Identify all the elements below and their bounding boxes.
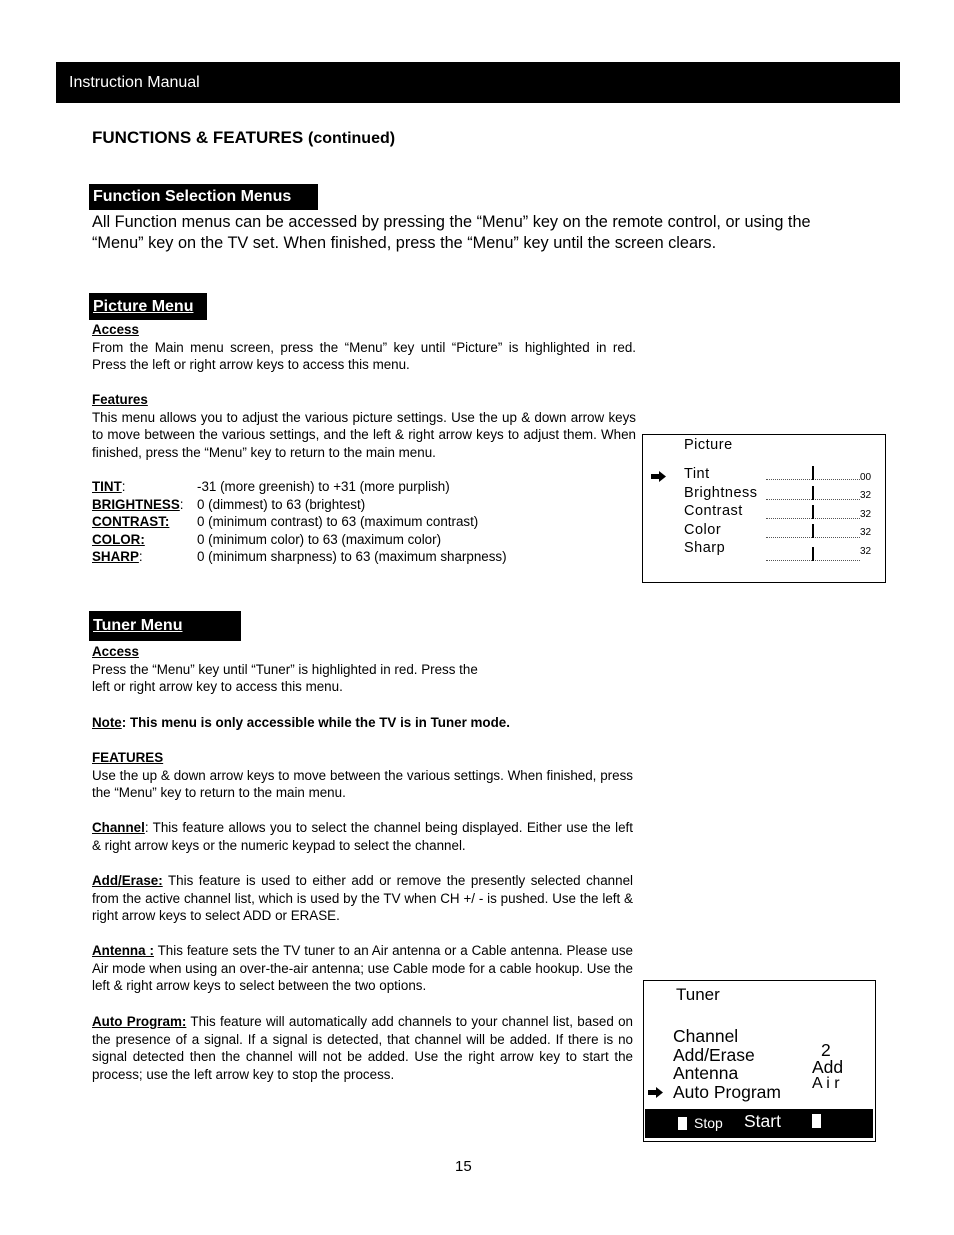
tuner-features-heading: FEATURES xyxy=(92,750,164,765)
tuner-osd-value-antenna: A i r xyxy=(812,1075,840,1092)
picture-access-block xyxy=(92,321,636,374)
setting-sep: : xyxy=(179,497,184,512)
picture-osd-bar-sharp xyxy=(766,547,860,561)
setting-desc: 0 (minimum contrast) to 63 (maximum contrast) xyxy=(197,514,479,529)
setting-sep: : xyxy=(138,549,143,564)
setting-term: BRIGHTNESS xyxy=(92,497,180,512)
tuner-osd-title: Tuner xyxy=(676,985,720,1004)
stop-indicator-icon xyxy=(678,1117,687,1130)
setting-row-tint xyxy=(92,479,450,494)
tuner-access-line1: Press the “Menu” key until “Tuner” is highlighted in red. Press the xyxy=(92,661,478,677)
level-marker xyxy=(812,524,814,538)
picture-access-heading: Access xyxy=(92,322,139,337)
tuner-osd-labels xyxy=(673,1027,781,1101)
picture-access-text: From the Main menu screen, press the “Menu” key until “Picture” is highlighted in red. Press the left or right arrow keys to access this menu. xyxy=(92,339,636,372)
tuner-note xyxy=(92,714,636,732)
tuner-note-label: Note xyxy=(92,715,122,730)
tuner-access-block xyxy=(92,643,636,696)
setting-term: CONTRAST: xyxy=(92,514,170,529)
picture-osd-label-brightness: Brightness xyxy=(684,485,758,501)
picture-osd-value-tint: 00 xyxy=(860,472,872,483)
tuner-osd-label-channel: Channel xyxy=(673,1026,739,1046)
setting-desc: 0 (minimum sharpness) to 63 (maximum sharpness) xyxy=(197,549,507,564)
setting-term: TINT xyxy=(92,479,122,494)
hand-pointer-icon xyxy=(650,470,667,483)
setting-desc: 0 (dimmest) to 63 (brightest) xyxy=(197,497,366,512)
picture-osd-label-tint: Tint xyxy=(684,466,710,482)
setting-sep: : xyxy=(121,479,126,494)
adderase-term: Add/Erase: xyxy=(92,873,163,888)
tuner-autoprog-para xyxy=(92,1013,633,1083)
picture-osd-label-sharp: Sharp xyxy=(684,540,726,556)
autoprog-text: This feature will automatically add channels to your channel list, based on the presence of a signal. If a signal is detected, that channel will be added. If there is no signal detected then the channel will not be added. Use the right arrow key to start the process; use the left arrow key to stop the process. xyxy=(92,1014,633,1082)
section-title-text: FUNCTIONS & FEATURES xyxy=(92,128,304,147)
picture-osd-bar-contrast xyxy=(766,505,860,519)
start-label: Start xyxy=(744,1111,781,1131)
tuner-features-block xyxy=(92,749,633,802)
setting-row-brightness xyxy=(92,497,366,512)
level-marker xyxy=(812,505,814,519)
section-title xyxy=(92,128,395,148)
header-bar xyxy=(56,62,900,103)
tuner-adderase-para xyxy=(92,872,633,925)
tuner-osd-label-autoprog: Auto Program xyxy=(673,1081,781,1102)
tuner-osd-label-antenna: Antenna xyxy=(673,1063,739,1083)
picture-osd-value-contrast: 32 xyxy=(860,509,872,520)
function-selection-heading: Function Selection Menus xyxy=(89,184,318,210)
picture-features-text: This menu allows you to adjust the various picture settings. Use the up & down arrow keys to move between the various settings, and the left & right arrow keys to adjust them. When finished, press the “Menu” key to return to the main menu. xyxy=(92,409,636,460)
picture-osd-bar-brightness xyxy=(766,486,860,500)
setting-desc: -31 (more greenish) to +31 (more purplish) xyxy=(197,479,450,494)
setting-row-sharp xyxy=(92,549,507,564)
picture-features-heading: Features xyxy=(92,392,148,407)
picture-features-block xyxy=(92,391,636,461)
antenna-text: This feature sets the TV tuner to an Air antenna or a Cable antenna. Please use Air mode when using an over-the-air antenna; use Cable mode for a cable hookup. Use the left & right arrow keys to select between the two options. xyxy=(92,943,633,993)
setting-desc: 0 (minimum color) to 63 (maximum color) xyxy=(197,532,442,547)
header-title: Instruction Manual xyxy=(69,74,200,91)
picture-osd-value-brightness: 32 xyxy=(860,490,872,501)
level-marker xyxy=(812,547,814,561)
tuner-osd-value-adderase: Add xyxy=(812,1057,844,1077)
tuner-osd-bottom-bar xyxy=(645,1109,873,1138)
tuner-osd-label-adderase: Add/Erase xyxy=(673,1044,755,1065)
channel-term: Channel xyxy=(92,820,145,835)
picture-osd-value-sharp: 32 xyxy=(860,546,872,557)
tuner-access-line2: left or right arrow key to access this menu. xyxy=(92,679,343,694)
hand-pointer-icon xyxy=(647,1086,664,1099)
level-marker xyxy=(812,466,814,480)
picture-osd-value-color: 32 xyxy=(860,527,872,538)
picture-osd-label-contrast: Contrast xyxy=(684,503,743,519)
channel-text: : This feature allows you to select the channel being displayed. Either use the left & right arrow keys or the numeric keypad to select the channel. xyxy=(92,820,633,853)
picture-osd-title: Picture xyxy=(684,437,733,453)
tuner-channel-para xyxy=(92,819,633,854)
tuner-antenna-para xyxy=(92,942,633,995)
picture-osd-label-color: Color xyxy=(684,522,722,538)
tuner-menu-heading: Tuner Menu xyxy=(89,611,241,641)
adderase-text: This feature is used to either add or remove the presently selected channel from the active channel list, which is used by the TV when CH +/ - is pushed. Use the left & right arrow keys to select ADD or ERASE. xyxy=(92,873,633,923)
picture-osd-bar-tint xyxy=(766,466,860,480)
autoprog-term: Auto Program: xyxy=(92,1014,187,1029)
stop-label: Stop xyxy=(694,1115,723,1131)
function-selection-intro: All Function menus can be accessed by pressing the “Menu” key on the remote control, or using the “Menu” key on the TV set. When finished, press the “Menu” key until the screen clears. xyxy=(92,213,811,252)
level-marker xyxy=(812,486,814,500)
tuner-access-heading: Access xyxy=(92,644,139,659)
antenna-sep: : xyxy=(145,943,154,958)
tuner-note-text: : This menu is only accessible while the TV is in Tuner mode. xyxy=(121,715,510,730)
page-number: 15 xyxy=(455,1158,472,1175)
picture-osd-bar-color xyxy=(766,524,860,538)
section-title-continued: (continued) xyxy=(307,130,396,147)
start-indicator-icon xyxy=(812,1114,821,1128)
picture-menu-heading: Picture Menu xyxy=(89,293,207,320)
tuner-features-text: Use the up & down arrow keys to move between the various settings. When finished, press the “Menu” key to return to the main menu. xyxy=(92,767,633,800)
tuner-osd-value-channel: 2 xyxy=(821,1040,831,1060)
setting-row-color xyxy=(92,532,442,547)
setting-term: SHARP xyxy=(92,549,139,564)
antenna-term: Antenna xyxy=(92,943,146,958)
setting-row-contrast xyxy=(92,514,479,529)
setting-term: COLOR: xyxy=(92,532,145,547)
